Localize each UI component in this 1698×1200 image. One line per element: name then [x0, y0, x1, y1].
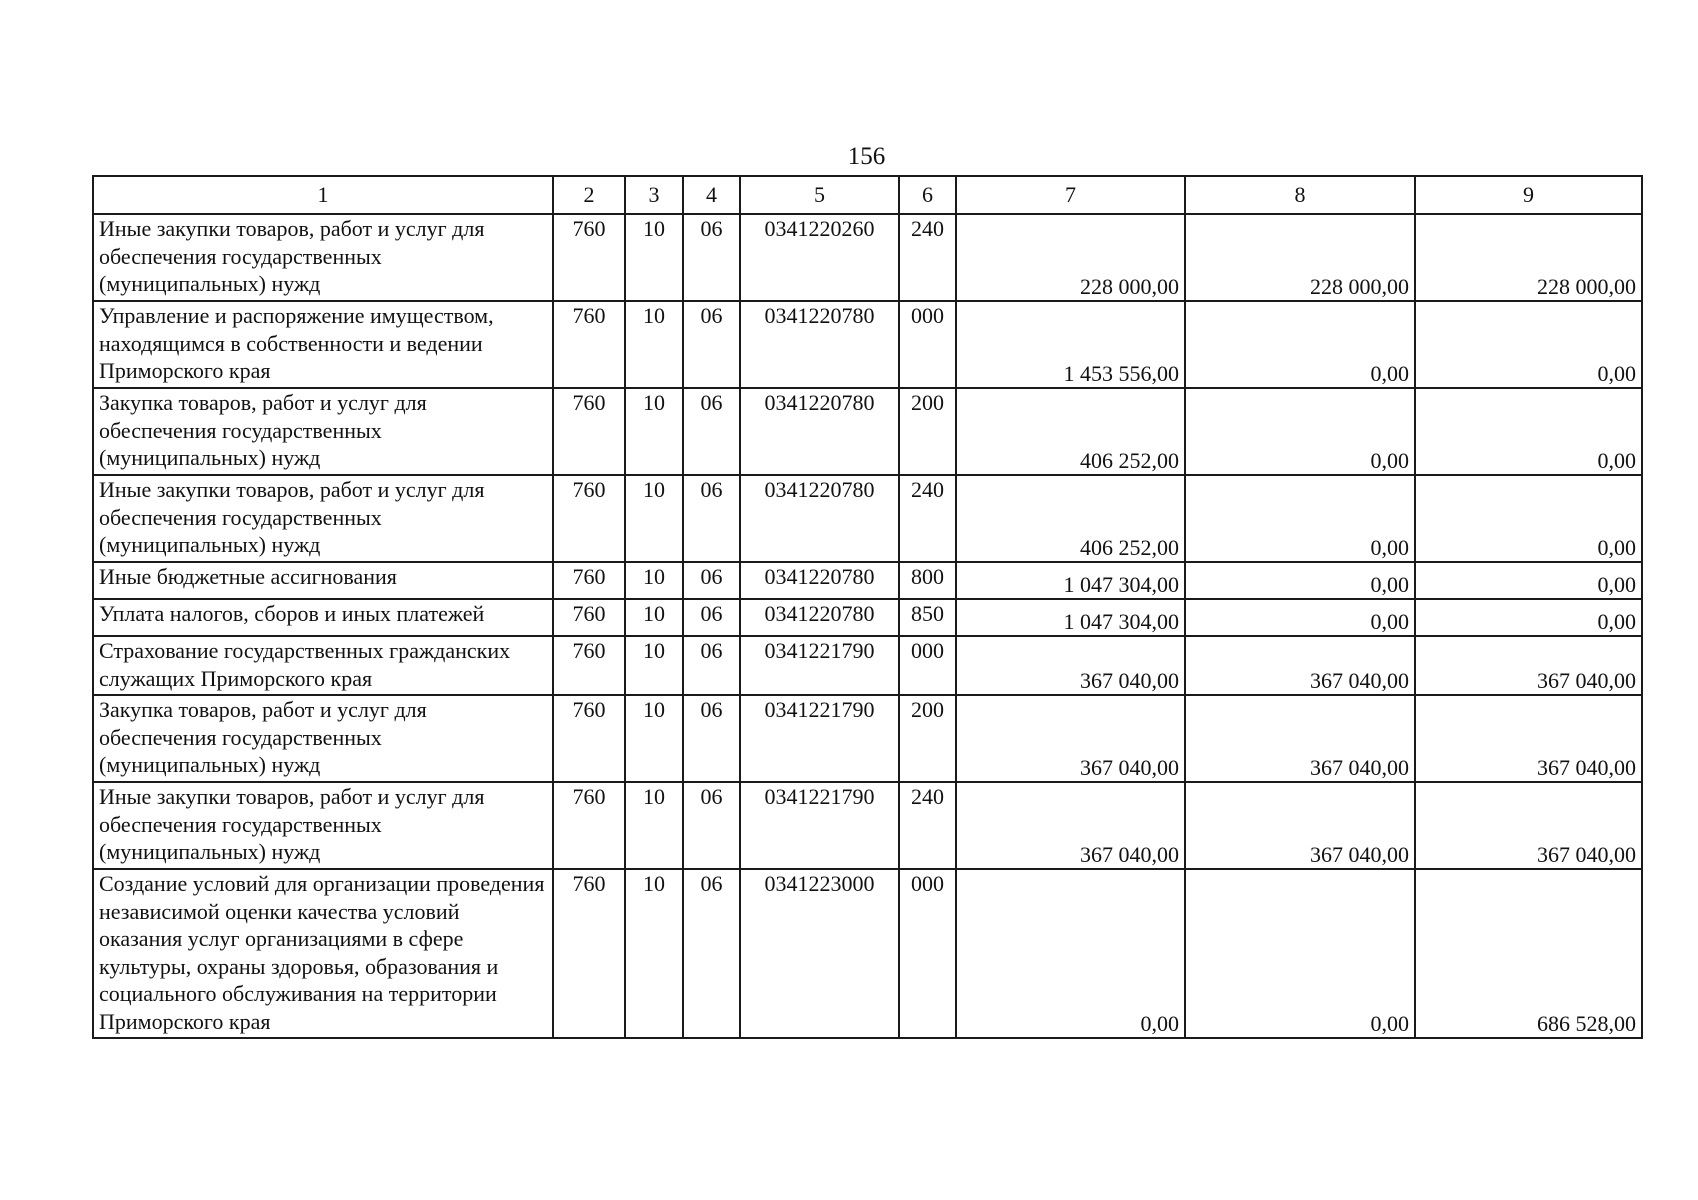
cell-amount-col9: 228 000,00: [1415, 214, 1642, 301]
table-row: [93, 636, 1642, 695]
cell-ministry-code: 760: [553, 562, 625, 599]
table-row: [93, 388, 1642, 475]
cell-expense-type-code: 000: [899, 636, 956, 695]
cell-ministry-code: 760: [553, 782, 625, 869]
cell-section-code: 10: [625, 214, 683, 301]
cell-amount-col8: 367 040,00: [1185, 695, 1415, 782]
cell-section-code: 10: [625, 388, 683, 475]
cell-subsection-code: 06: [683, 475, 740, 562]
cell-subsection-code: 06: [683, 782, 740, 869]
cell-section-code: 10: [625, 301, 683, 388]
cell-section-code: 10: [625, 599, 683, 636]
column-header: 8: [1185, 176, 1415, 214]
row-name: Иные закупки товаров, работ и услуг для обеспечения государственных (муниципальных) нужд: [93, 475, 553, 562]
cell-target-article-code: 0341220260: [740, 214, 899, 301]
cell-amount-col7: 0,00: [956, 869, 1185, 1038]
cell-ministry-code: 760: [553, 599, 625, 636]
column-header: 3: [625, 176, 683, 214]
cell-expense-type-code: 200: [899, 388, 956, 475]
cell-subsection-code: 06: [683, 599, 740, 636]
cell-amount-col9: 0,00: [1415, 562, 1642, 599]
cell-amount-col8: 0,00: [1185, 388, 1415, 475]
cell-amount-col7: 1 047 304,00: [956, 562, 1185, 599]
column-header: 6: [899, 176, 956, 214]
cell-subsection-code: 06: [683, 869, 740, 1038]
table-row: [93, 214, 1642, 301]
cell-ministry-code: 760: [553, 636, 625, 695]
cell-amount-col7: 406 252,00: [956, 475, 1185, 562]
cell-amount-col9: 0,00: [1415, 301, 1642, 388]
cell-section-code: 10: [625, 695, 683, 782]
table-row: [93, 599, 1642, 636]
cell-section-code: 10: [625, 782, 683, 869]
cell-target-article-code: 0341221790: [740, 636, 899, 695]
cell-amount-col7: 1 047 304,00: [956, 599, 1185, 636]
cell-expense-type-code: 200: [899, 695, 956, 782]
cell-amount-col7: 367 040,00: [956, 695, 1185, 782]
column-header: 4: [683, 176, 740, 214]
cell-amount-col9: 367 040,00: [1415, 782, 1642, 869]
budget-table: [92, 175, 1643, 1039]
row-name: Уплата налогов, сборов и иных платежей: [93, 599, 553, 636]
cell-target-article-code: 0341221790: [740, 782, 899, 869]
cell-amount-col8: 0,00: [1185, 869, 1415, 1038]
cell-section-code: 10: [625, 869, 683, 1038]
cell-subsection-code: 06: [683, 214, 740, 301]
cell-section-code: 10: [625, 562, 683, 599]
cell-amount-col8: 0,00: [1185, 475, 1415, 562]
cell-target-article-code: 0341220780: [740, 475, 899, 562]
cell-ministry-code: 760: [553, 301, 625, 388]
cell-amount-col8: 367 040,00: [1185, 636, 1415, 695]
cell-subsection-code: 06: [683, 388, 740, 475]
cell-amount-col8: 0,00: [1185, 301, 1415, 388]
row-name: Закупка товаров, работ и услуг для обеспечения государственных (муниципальных) нужд: [93, 695, 553, 782]
cell-expense-type-code: 240: [899, 782, 956, 869]
cell-amount-col7: 228 000,00: [956, 214, 1185, 301]
row-name: Иные закупки товаров, работ и услуг для обеспечения государственных (муниципальных) нужд: [93, 214, 553, 301]
cell-target-article-code: 0341220780: [740, 562, 899, 599]
cell-amount-col7: 367 040,00: [956, 636, 1185, 695]
row-name: Страхование государственных гражданских служащих Приморского края: [93, 636, 553, 695]
row-name: Закупка товаров, работ и услуг для обеспечения государственных (муниципальных) нужд: [93, 388, 553, 475]
row-name: Иные закупки товаров, работ и услуг для обеспечения государственных (муниципальных) нужд: [93, 782, 553, 869]
cell-amount-col9: 0,00: [1415, 475, 1642, 562]
cell-target-article-code: 0341223000: [740, 869, 899, 1038]
cell-amount-col8: 228 000,00: [1185, 214, 1415, 301]
row-name: Управление и распоряжение имуществом, находящимся в собственности и ведении Приморского края: [93, 301, 553, 388]
cell-expense-type-code: 000: [899, 869, 956, 1038]
header-row: [93, 176, 1642, 214]
cell-target-article-code: 0341220780: [740, 599, 899, 636]
cell-ministry-code: 760: [553, 388, 625, 475]
row-name: Иные бюджетные ассигнования: [93, 562, 553, 599]
table-row: [93, 562, 1642, 599]
cell-section-code: 10: [625, 636, 683, 695]
cell-amount-col9: 367 040,00: [1415, 695, 1642, 782]
column-header: 5: [740, 176, 899, 214]
cell-target-article-code: 0341220780: [740, 388, 899, 475]
row-name: Создание условий для организации проведения независимой оценки качества условий оказания услуг организациями в сфере культуры, охраны здоровья, образования и социального обслуживания на территории Приморского края: [93, 869, 553, 1038]
cell-ministry-code: 760: [553, 214, 625, 301]
cell-ministry-code: 760: [553, 869, 625, 1038]
cell-amount-col9: 686 528,00: [1415, 869, 1642, 1038]
cell-subsection-code: 06: [683, 636, 740, 695]
cell-amount-col7: 1 453 556,00: [956, 301, 1185, 388]
column-header: 1: [93, 176, 553, 214]
table-row: [93, 782, 1642, 869]
table-row: [93, 301, 1642, 388]
cell-amount-col9: 367 040,00: [1415, 636, 1642, 695]
column-header: 9: [1415, 176, 1642, 214]
cell-subsection-code: 06: [683, 301, 740, 388]
cell-amount-col8: 0,00: [1185, 599, 1415, 636]
cell-expense-type-code: 240: [899, 475, 956, 562]
cell-amount-col7: 406 252,00: [956, 388, 1185, 475]
cell-ministry-code: 760: [553, 695, 625, 782]
cell-subsection-code: 06: [683, 562, 740, 599]
cell-subsection-code: 06: [683, 695, 740, 782]
table-row: [93, 869, 1642, 1038]
cell-expense-type-code: 850: [899, 599, 956, 636]
cell-amount-col9: 0,00: [1415, 388, 1642, 475]
cell-expense-type-code: 240: [899, 214, 956, 301]
cell-expense-type-code: 000: [899, 301, 956, 388]
cell-amount-col8: 0,00: [1185, 562, 1415, 599]
cell-amount-col9: 0,00: [1415, 599, 1642, 636]
cell-target-article-code: 0341221790: [740, 695, 899, 782]
cell-ministry-code: 760: [553, 475, 625, 562]
cell-target-article-code: 0341220780: [740, 301, 899, 388]
column-header: 2: [553, 176, 625, 214]
cell-section-code: 10: [625, 475, 683, 562]
table-row: [93, 695, 1642, 782]
cell-amount-col7: 367 040,00: [956, 782, 1185, 869]
cell-expense-type-code: 800: [899, 562, 956, 599]
cell-amount-col8: 367 040,00: [1185, 782, 1415, 869]
table-row: [93, 475, 1642, 562]
column-header: 7: [956, 176, 1185, 214]
page-number: 156: [847, 143, 886, 170]
